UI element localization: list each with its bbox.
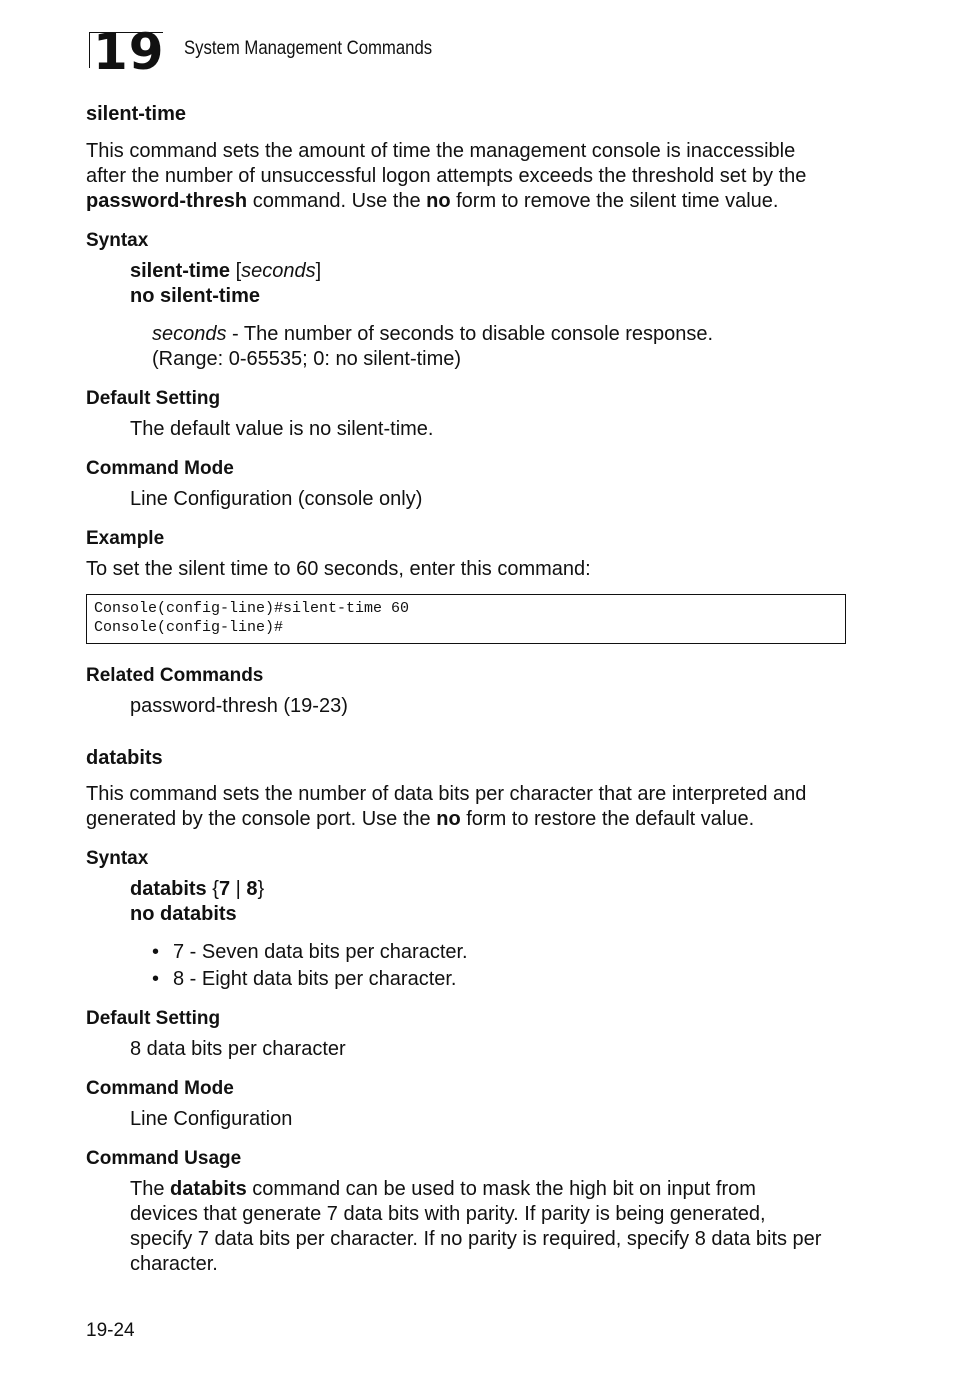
list-item — [152, 967, 457, 992]
text-run: | — [230, 878, 247, 900]
code-example-box — [86, 594, 846, 644]
command-ref: databits — [170, 1178, 247, 1200]
syntax-line — [130, 877, 264, 902]
text-run: form to restore the default value. — [460, 808, 755, 830]
text-run: command can be used to mask the high bit on input from — [246, 1178, 756, 1200]
related-commands-text: password-thresh (19-23) — [130, 695, 348, 717]
example-text: To set the silent time to 60 seconds, enter this command: — [86, 558, 591, 580]
command-ref: password-thresh — [86, 190, 248, 212]
code-line: Console(config-line)#silent-time 60 — [94, 600, 410, 617]
list-item-text: 8 - Eight data bits per character. — [173, 968, 457, 990]
usage-line — [130, 1177, 860, 1202]
databits-description — [86, 782, 846, 832]
syntax-line — [130, 259, 321, 284]
command-mode-text: Line Configuration — [130, 1108, 293, 1130]
bullet-glyph: • — [152, 941, 160, 963]
usage-line: devices that generate 7 data bits with parity. If parity is being generated, — [130, 1203, 766, 1225]
command-usage-text — [130, 1177, 860, 1277]
running-header-title: System Management Commands — [184, 38, 433, 59]
command-usage-heading: Command Usage — [86, 1148, 242, 1169]
syntax-no-line — [130, 902, 237, 927]
option-value: 7 — [218, 878, 231, 900]
text-run: [ — [230, 260, 242, 282]
usage-line: specify 7 data bits per character. If no parity is required, specify 8 data bits per — [130, 1228, 822, 1250]
description-line: after the number of unsuccessful logon attempts exceeds the threshold set by the — [86, 165, 807, 187]
usage-line: character. — [130, 1253, 218, 1275]
example-heading: Example — [86, 528, 165, 549]
default-setting-text: The default value is no silent-time. — [130, 418, 434, 440]
keyword: no — [426, 190, 451, 212]
command-mode-text: Line Configuration (console only) — [130, 488, 423, 510]
text-run: command. Use the — [247, 190, 427, 212]
syntax-heading: Syntax — [86, 848, 149, 869]
related-commands-heading: Related Commands — [86, 665, 264, 686]
text-run: The — [130, 1178, 171, 1200]
command-name: no silent-time — [130, 285, 261, 307]
silent-time-description — [86, 139, 846, 214]
chapter-number: 19 — [93, 23, 165, 81]
command-name: databits — [130, 878, 207, 900]
description-line: This command sets the amount of time the management console is inaccessible — [86, 140, 796, 162]
parameter-name: seconds — [152, 323, 227, 345]
parameter-range: (Range: 0-65535; 0: no silent-time) — [152, 348, 462, 370]
command-mode-heading: Command Mode — [86, 458, 234, 479]
page-number: 19-24 — [86, 1320, 135, 1341]
code-line: Console(config-line)# — [94, 619, 284, 636]
description-line — [86, 189, 846, 214]
command-name: no databits — [130, 903, 237, 925]
description-line — [86, 807, 846, 832]
section-title-silent-time: silent-time — [86, 103, 187, 125]
syntax-heading: Syntax — [86, 230, 149, 251]
command-mode-heading: Command Mode — [86, 1078, 234, 1099]
description-line: This command sets the number of data bits per character that are interpreted and — [86, 783, 807, 805]
text-run: form to remove the silent time value. — [450, 190, 779, 212]
parameter-name: seconds — [241, 260, 316, 282]
text-run: { — [206, 878, 219, 900]
text-run: ] — [315, 260, 322, 282]
keyword: no — [436, 808, 461, 830]
syntax-no-line — [130, 284, 260, 309]
text-run: generated by the console port. Use the — [86, 808, 437, 830]
default-setting-heading: Default Setting — [86, 388, 221, 409]
list-item — [152, 940, 468, 965]
text-run: - The number of seconds to disable console response. — [226, 323, 714, 345]
command-name: silent-time — [130, 260, 231, 282]
default-setting-heading: Default Setting — [86, 1008, 221, 1029]
text-run: } — [257, 878, 265, 900]
list-item-text: 7 - Seven data bits per character. — [173, 941, 468, 963]
option-value: 8 — [246, 878, 258, 900]
default-setting-text: 8 data bits per character — [130, 1038, 346, 1060]
bullet-glyph: • — [152, 968, 160, 990]
parameter-description — [152, 322, 713, 347]
section-title-databits: databits — [86, 747, 163, 769]
